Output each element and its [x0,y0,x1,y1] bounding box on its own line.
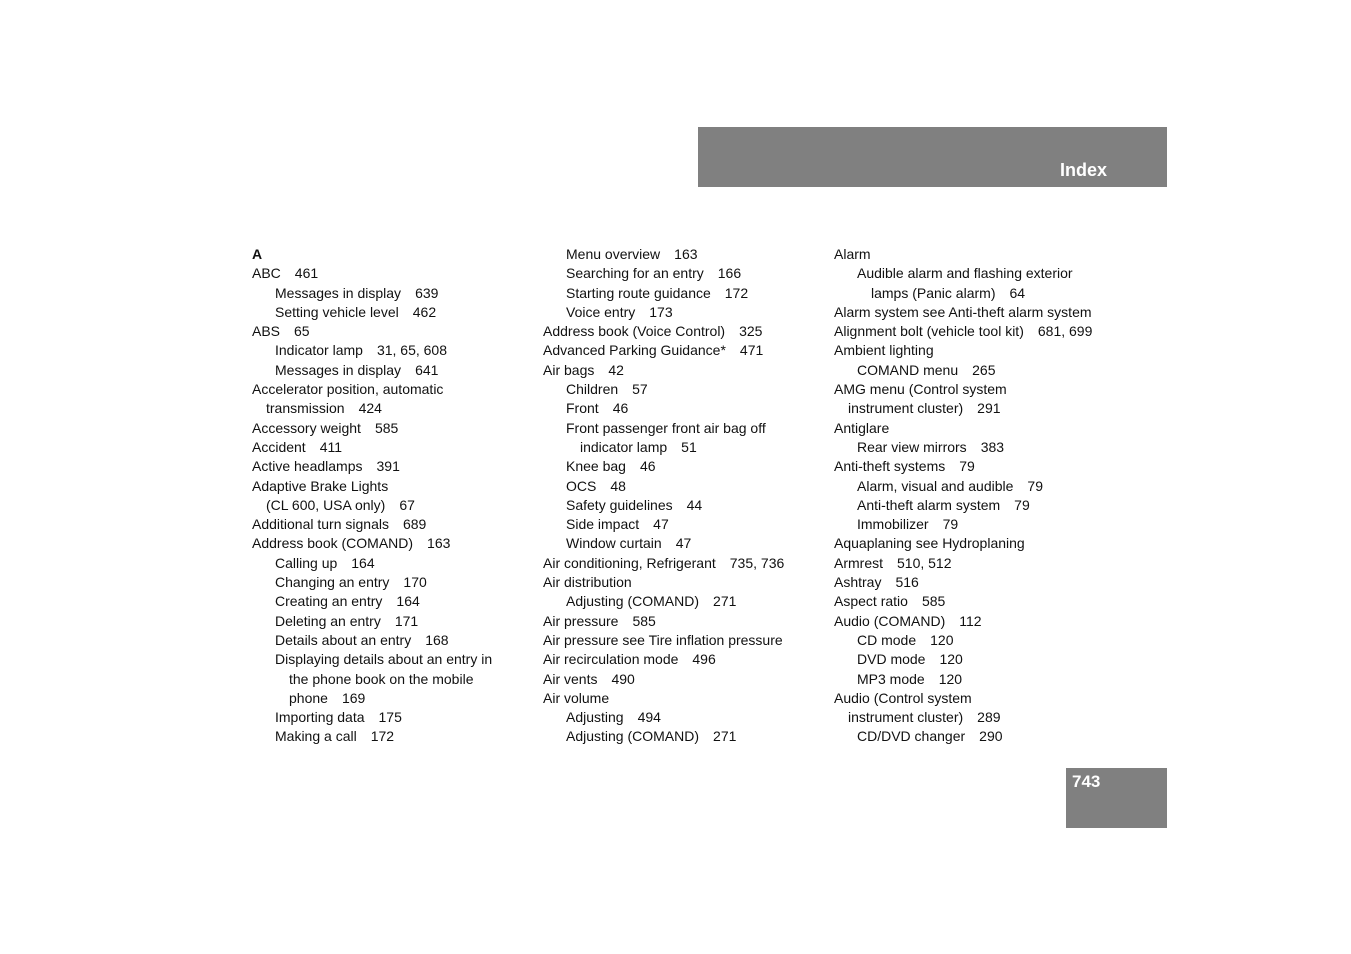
index-entry [252,264,532,283]
index-page-ref: 164 [351,554,375,571]
index-term: Alarm [834,246,871,262]
index-term: Alarm system see Anti-theft alarm system [834,303,1092,320]
index-entry [252,727,532,746]
index-entry [252,534,532,553]
index-entry [252,554,532,573]
index-term: Address book (COMAND) [252,535,414,552]
index-entry [543,419,823,438]
index-entry [252,477,532,496]
index-term: Antiglare [834,419,890,436]
index-entry [252,303,532,322]
index-page-ref: 461 [294,265,319,282]
index-entry [252,689,532,708]
index-entry [543,457,823,476]
index-term: indicator lamp [580,438,668,455]
index-page-ref: 47 [675,535,692,552]
index-page-ref: 120 [938,670,963,687]
index-entry [252,496,532,515]
index-entry [834,245,1114,264]
index-term: MP3 mode [857,670,925,687]
index-page-ref: 169 [341,689,366,706]
index-term: Adjusting (COMAND) [566,728,700,745]
index-term: Adjusting (COMAND) [566,593,700,610]
index-entry [543,592,823,611]
index-term: Rear view mirrors [857,438,967,455]
index-page-ref: 79 [1027,477,1043,494]
index-page-ref: 411 [319,438,343,455]
index-term: Immobilizer [857,516,929,533]
index-entry [834,496,1114,515]
index-entry [834,573,1114,592]
index-term: Adaptive Brake Lights [252,477,389,494]
index-term: ABC [252,265,281,282]
index-term: Air vents [543,670,598,687]
index-term: Anti-theft alarm system [857,496,1001,513]
index-term: Alignment bolt (vehicle tool kit) [834,323,1024,340]
index-page-ref: 585 [374,419,399,436]
index-term: OCS [566,477,597,494]
index-entry [834,380,1114,399]
section-title: Index [1059,160,1107,180]
index-entry [252,670,532,689]
index-entry [252,438,532,457]
index-page-ref: 67 [399,496,415,513]
index-entry [252,457,532,476]
index-page-ref: 516 [895,574,919,591]
index-term: CD mode [857,631,917,648]
index-term: Air pressure [543,612,619,629]
index-page-ref: 120 [930,631,954,648]
index-term: Accident [252,438,306,455]
index-term: Changing an entry [275,574,390,591]
index-page-ref: 585 [921,593,946,610]
index-term: Menu overview [566,246,661,262]
index-term: Aquaplaning see Hydroplaning [834,535,1025,552]
index-entry [543,631,823,650]
index-term: Air conditioning, Refrigerant [543,554,716,571]
index-page-ref: 163 [674,246,698,262]
index-entry [834,515,1114,534]
index-entry [252,631,532,650]
index-entry [252,515,532,534]
index-column-3 [834,245,1114,747]
index-page-ref: 44 [686,496,703,513]
index-term: Air distribution [543,574,632,591]
page-number: 743 [1072,772,1101,791]
index-term: Starting route guidance [566,284,711,301]
index-page-ref: 496 [692,651,716,668]
index-page-ref: 166 [717,265,742,282]
index-term: phone [289,689,328,706]
index-page-ref: 171 [394,612,419,629]
index-entry [543,341,823,360]
index-page-ref: 681, 699 [1037,323,1093,340]
index-page-ref: 271 [713,593,737,610]
index-term: CD/DVD changer [857,728,966,745]
index-entry [543,496,823,515]
index-entry [543,554,823,573]
index-entry [543,303,823,322]
index-term: Air recirculation mode [543,651,679,668]
index-entry [252,419,532,438]
index-entry [834,534,1114,553]
index-entry [834,457,1114,476]
index-page-ref: 120 [939,651,963,668]
index-term: Advanced Parking Guidance* [543,342,726,359]
index-entry [543,361,823,380]
index-term: Ashtray [834,574,882,591]
index-entry [543,573,823,592]
index-page-ref: 51 [681,438,697,455]
index-term: Knee bag [566,458,626,475]
index-term: the phone book on the mobile [289,670,474,687]
index-page-ref: 391 [376,458,400,475]
index-term: instrument cluster) [848,709,964,726]
index-page-ref: 65 [294,323,310,340]
header-bar [698,127,1167,187]
index-letter-heading [252,245,532,264]
index-term: Aspect ratio [834,593,908,610]
index-term: Setting vehicle level [275,303,399,320]
index-page-ref: 462 [412,303,437,320]
index-term: Air volume [543,689,610,706]
index-term: Messages in display [275,284,402,301]
index-page-ref: 172 [724,284,749,301]
index-entry [252,380,532,399]
index-entry [834,438,1114,457]
index-entry [834,419,1114,438]
index-entry [543,284,823,303]
index-entry [543,380,823,399]
index-term: Safety guidelines [566,496,673,513]
index-entry [834,361,1114,380]
index-page-ref: 57 [632,381,648,398]
index-term: Searching for an entry [566,265,704,282]
index-page-ref: 641 [415,361,439,378]
index-term: Armrest [834,554,883,571]
index-term: Audio (COMAND) [834,612,946,629]
index-term: Displaying details about an entry in [275,651,493,668]
index-page-ref: 42 [608,361,624,378]
index-page-ref: 510, 512 [897,554,952,571]
index-entry [834,303,1114,322]
index-entry [834,264,1114,283]
index-page-ref: 48 [610,477,626,494]
index-page-ref: 471 [739,342,764,359]
index-entry [834,592,1114,611]
index-term: Side impact [566,516,640,533]
index-entry [543,650,823,669]
index-term: Accessory weight [252,419,361,436]
index-entry [834,727,1114,746]
index-term: Voice entry [566,303,636,320]
index-term: Adjusting [566,709,624,726]
index-page-ref: 163 [427,535,451,552]
index-page-ref: 383 [980,438,1005,455]
index-term: Calling up [275,554,338,571]
index-term: Alarm, visual and audible [857,477,1014,494]
index-term: A [252,246,263,262]
index-entry [252,341,532,360]
index-entry [834,631,1114,650]
index-entry [252,612,532,631]
index-entry [543,727,823,746]
index-page-ref: 79 [1014,496,1030,513]
index-page-ref: 265 [972,361,996,378]
index-entry [834,708,1114,727]
index-column-1 [252,245,532,747]
index-entry [834,612,1114,631]
index-entry [543,264,823,283]
index-term: Messages in display [275,361,402,378]
index-entry [543,438,823,457]
index-page-ref: 164 [396,593,420,610]
index-page-ref: 639 [415,284,439,301]
index-term: Accelerator position, automatic [252,381,444,398]
index-entry [834,554,1114,573]
index-term: Air bags [543,361,595,378]
index-term: Deleting an entry [275,612,381,629]
index-entry [834,670,1114,689]
index-page-ref: 112 [959,612,982,629]
index-entry [252,650,532,669]
page-number-box [1066,768,1167,828]
index-entry [543,477,823,496]
index-page-ref: 585 [632,612,656,629]
index-term: Creating an entry [275,593,383,610]
index-page-ref: 290 [979,728,1003,745]
index-entry [252,573,532,592]
index-entry [252,284,532,303]
index-entry [834,399,1114,418]
index-term: Additional turn signals [252,516,389,533]
index-term: lamps (Panic alarm) [871,284,996,301]
index-entry [834,689,1114,708]
index-page-ref: 175 [378,709,402,726]
index-term: AMG menu (Control system [834,381,1007,398]
index-entry [834,322,1114,341]
index-entry [252,708,532,727]
index-entry [252,361,532,380]
index-term: Address book (Voice Control) [543,323,726,340]
index-entry [834,284,1114,303]
index-entry [543,399,823,418]
index-page-ref: 170 [403,574,427,591]
index-page-ref: 291 [977,400,1001,417]
index-entry [252,592,532,611]
index-entry [543,515,823,534]
index-page-ref: 735, 736 [729,554,785,571]
index-entry [543,612,823,631]
index-term: Air pressure see Tire inflation pressure [543,631,783,648]
index-entry [834,341,1114,360]
index-entry [543,689,823,708]
index-page-ref: 173 [649,303,673,320]
index-term: Front passenger front air bag off [566,419,766,436]
index-term: (CL 600, USA only) [266,496,386,513]
index-term: Making a call [275,728,357,745]
index-entry [543,534,823,553]
index-entry [834,650,1114,669]
index-page-ref: 79 [942,516,959,533]
index-term: COMAND menu [857,361,959,378]
index-term: Indicator lamp [275,342,363,359]
index-page-ref: 289 [977,709,1001,726]
index-term: Importing data [275,709,365,726]
index-term: Children [566,381,619,398]
index-term: Audio (Control system [834,689,972,706]
index-page-ref: 494 [637,709,661,726]
index-page-ref: 168 [425,631,449,648]
index-term: transmission [266,400,345,417]
index-term: Audible alarm and flashing exterior [857,265,1073,282]
index-page-ref: 689 [402,516,427,533]
index-page-ref: 79 [959,458,975,475]
index-term: instrument cluster) [848,400,964,417]
index-entry [834,477,1114,496]
index-page-ref: 64 [1009,284,1026,301]
index-page-ref: 325 [739,323,763,340]
index-entry [543,322,823,341]
index-term: ABS [252,323,281,340]
index-term: Window curtain [566,535,662,552]
index-entry [543,708,823,727]
index-page-ref: 172 [370,728,395,745]
index-column-2 [543,245,823,747]
index-term: DVD mode [857,651,926,668]
index-page-ref: 490 [611,670,635,687]
index-term: Anti-theft systems [834,458,946,475]
index-entry [252,399,532,418]
index-entry [252,322,532,341]
index-page-ref: 46 [639,458,656,475]
index-page-ref: 271 [713,728,737,745]
index-term: Ambient lighting [834,342,934,359]
index-page-ref: 47 [653,516,669,533]
index-term: Details about an entry [275,631,412,648]
index-page-ref: 31, 65, 608 [376,342,447,359]
index-term: Active headlamps [252,458,363,475]
index-page-ref: 46 [612,400,629,417]
index-entry [543,245,823,264]
index-page-ref: 424 [358,400,382,417]
index-entry [543,670,823,689]
index-term: Front [566,400,599,417]
